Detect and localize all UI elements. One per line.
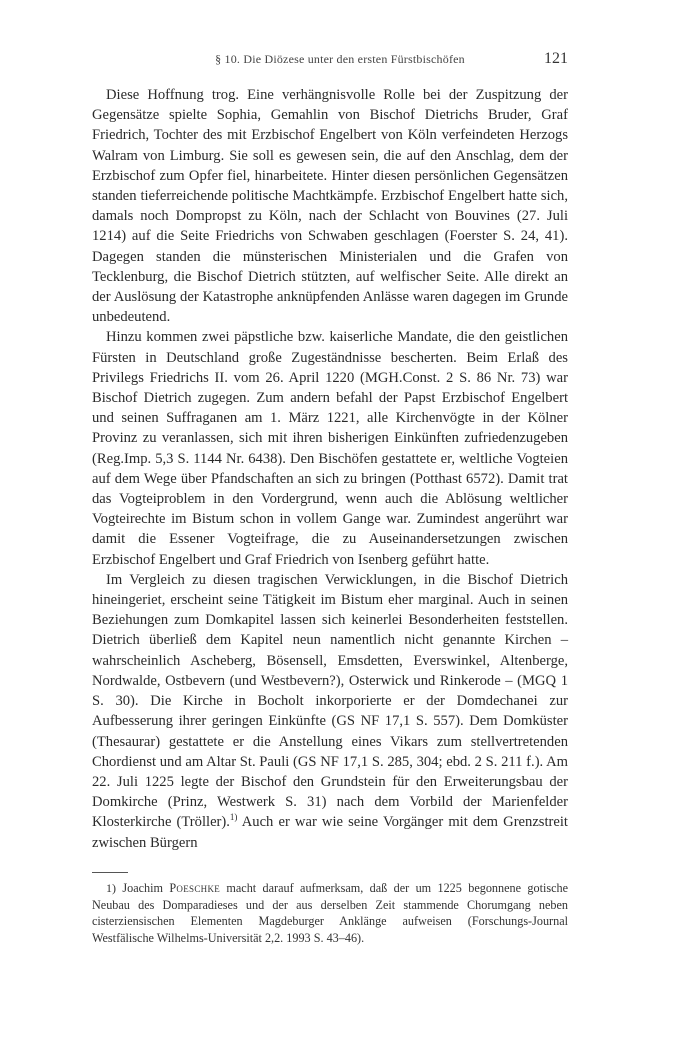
paragraph: Diese Hoffnung trog. Eine verhängnisvolle Rolle bei der Zuspitzung der Gegensätze spielte Sophia, Gemahlin von Bischof Dietrichs Bruder, Graf Friedrich, Tochter des mit Erzbischof Engelbert von Köln verfeindeten Herzogs Walram von Limburg. Sie soll es gewesen sein, die auf den Anschlag, dem der Erzbischof zum Opfer fiel, hinarbeitete. Hinter diesen persönlichen Gegensätzen standen tieferreichende politische Machtkämpfe. Erzbischof Engelbert hatte sich, damals noch Dompropst zu Köln, nach der Schlacht von Bouvines (27. Juli 1214) auf die Seite Friedrichs von Schwaben geschlagen (Foerster S. 24, 41). Dagegen standen die münsterischen Ministerialen und die Grafen von Tecklenburg, die Bischof Dietrich stützten, auf welfischer Seite. Alle direkt an der Auslösung der Katastrophe anknüpfenden Anlässe waren dagegen im Grunde unbedeutend.: [92, 87, 568, 326]
paragraph: Hinzu kommen zwei päpstliche bzw. kaiserliche Mandate, die den geistlichen Fürsten in Deutschland große Zugeständnisse bescherten. Beim Erlaß des Privilegs Friedrichs II. vom 26. April 1220 (MGH.Const. 2 S. 86 Nr. 73) war Bischof Dietrich zugegen. Zum andern befahl der Papst Erzbischof Engelbert und seinen Suffraganen am 1. März 1221, alle Kirchenvögte in der Kölner Provinz zu veranlassen, sich mit ihren bisherigen Einkünften zufriedenzugeben (Reg.Imp. 5,3 S. 1144 Nr. 6438). Den Bischöfen gestattete er, weltliche Vogteien auf dem Wege über Pfandschaften an sich zu bringen (Potthast 6572). Damit trat das Vogteiproblem in den Vordergrund, wenn auch die Ablösung weltlicher Vogteirechte im Bistum schon in vollem Gange war. Zumindest angerührt war damit die Essener Vogteifrage, die zu Auseinandersetzungen zwischen Erzbischof Engelbert und Graf Friedrich von Isenberg geführt hatte.: [92, 329, 568, 568]
paragraph-text: Im Vergleich zu diesen tragischen Verwicklungen, in die Bischof Dietrich hineingeriet, erscheint seine Tätigkeit im Bistum eher marginal. Auch in seinen Beziehungen zum Domkapitel lassen sich keinerlei Besonderheiten feststellen. Dietrich überließ dem Kapitel neun namentlich nicht genannte Kirchen – wahrscheinlich Ascheberg, Bösensell, Emsdetten, Everswinkel, Altenberge, Nordwalde, Ostbevern (und Westbevern?), Osterwick und Rinkerode – (MGQ 1 S. 30). Die Kirche in Bocholt inkorporierte er der Domdechanei zur Aufbesserung ihrer geringen Einkünfte (GS NF 17,1 S. 557). Dem Domküster (Thesaurar) gestattete er die Anstellung eines Vikars zum stellvertretenden Chordienst und am Altar St. Pauli (GS NF 17,1 S. 285, 304; ebd. 2 S. 211 f.). Am 22. Juli 1225 legte der Bischof den Grundstein für den Erweiterungsbau der Domkirche (Prinz, Westwerk S. 31) nach dem Vorbild der Marienfelder Klosterkirche (Tröller).: [92, 571, 568, 831]
running-head: [92, 50, 568, 70]
footnote-reference[interactable]: 1): [229, 812, 238, 823]
footnote-divider: [92, 872, 128, 873]
paragraph-tail: Auch er war wie seine Vorgänger mit dem Grenzstreit zwischen Bürgern: [92, 814, 568, 851]
running-title: § 10. Die Diözese unter den ersten Fürstbischöfen: [215, 52, 465, 66]
footnote: [92, 880, 568, 946]
footnotes: [92, 880, 568, 946]
footnote-text: macht darauf aufmerksam, daß der um 1225 begonnene gotische Neubau des Domparadieses und der aus derselben Zeit stammende Chorumgang neben cisterziensischen Elementen Magdeburger Anklänge aufweisen (Forschungs-Journal Westfälische Wilhelms-Universität 2,2. 1993 S. 43–46).: [92, 881, 569, 945]
footnote-author: Joachim Poeschke: [122, 881, 221, 895]
footnote-marker: 1): [106, 881, 116, 895]
page-number: 121: [544, 50, 568, 67]
footnote-author-surname: Poeschke: [169, 881, 221, 895]
paragraph: [92, 570, 568, 853]
body-text: [92, 85, 568, 853]
